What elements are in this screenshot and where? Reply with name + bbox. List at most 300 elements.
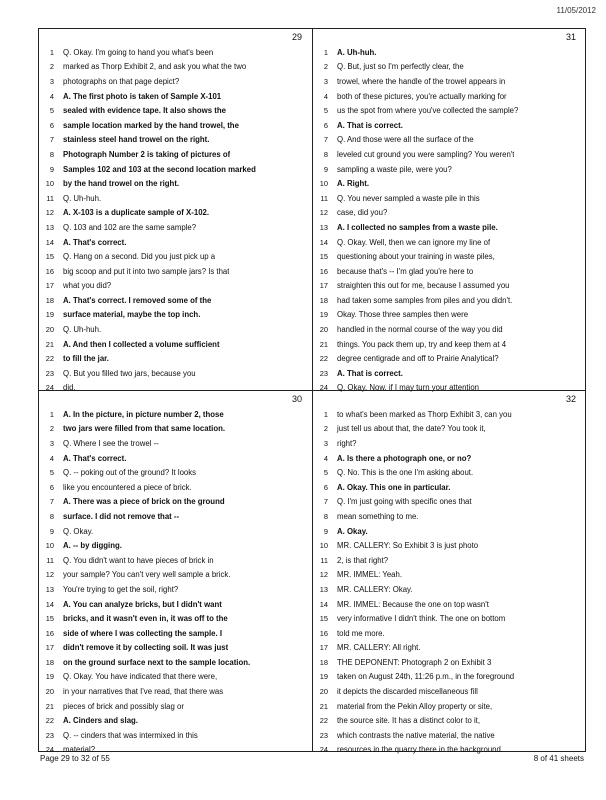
line-text: Q. Okay. I'm going to hand you what's been [63,47,214,57]
line-number: 17 [45,281,54,291]
line-text: A. And then I collected a volume sufficient [63,339,220,349]
page-lines [313,45,582,395]
line-text: had taken some samples from piles and you didn't. [337,295,513,305]
transcript-page-br [313,391,586,755]
line-text: A. You can analyze bricks, but I didn't want [63,599,222,609]
line-number: 2 [323,62,328,72]
line-text: to what's been marked as Thorp Exhibit 3, can you [337,409,512,419]
transcript-line [39,655,308,670]
transcript-line [313,524,582,539]
line-text: Q. But, just so I'm perfectly clear, the [337,62,464,72]
line-number: 12 [45,208,54,218]
transcript-line [313,713,582,728]
line-number: 13 [319,584,328,594]
transcript-line [313,451,582,466]
line-number: 20 [319,325,328,335]
line-text: A. Uh-huh. [337,47,377,57]
line-text: resources in the quarry there in the background. [337,745,503,755]
line-text: Q. Okay. Now, if I may turn your attention [337,383,479,393]
line-number: 4 [49,453,54,463]
line-text: did. [63,383,76,393]
transcript-line [313,611,582,626]
line-text: Q. I'm just going with specific ones that [337,497,472,507]
line-number: 13 [319,222,328,232]
line-number: 9 [49,164,54,174]
page-lines [39,45,308,395]
line-number: 18 [45,657,54,667]
transcript-line [313,191,582,206]
line-text: A. That's correct. I removed some of the [63,295,212,305]
line-number: 24 [45,745,54,755]
transcript-line [313,249,582,264]
line-text: Q. Uh-huh. [63,193,102,203]
line-number: 11 [320,555,328,565]
transcript-line [39,293,308,308]
line-number: 5 [49,106,54,116]
transcript-line [39,509,308,524]
line-text: Q. -- cinders that was intermixed in this [63,730,198,740]
transcript-line [313,407,582,422]
transcript-line [39,422,308,437]
line-number: 16 [45,628,54,638]
transcript-line [39,684,308,699]
transcript-line [313,509,582,524]
transcript-line [39,728,308,743]
line-text: A. X-103 is a duplicate sample of X-102. [63,208,210,218]
transcript-line [313,699,582,714]
line-number: 9 [323,164,328,174]
line-number: 14 [319,599,328,609]
transcript-line [313,495,582,510]
line-text: on the ground surface next to the sample location. [63,657,251,667]
line-text: very informative I didn't think. The one on bottom [337,614,506,624]
transcript-line [313,465,582,480]
line-text: just tell us about that, the date? You took it, [337,424,486,434]
transcript-line [313,206,582,221]
transcript-line [313,118,582,133]
transcript-line [39,451,308,466]
transcript-line [313,147,582,162]
transcript-line [313,436,582,451]
line-number: 23 [45,368,54,378]
transcript-line [313,337,582,352]
line-text: You're trying to get the soil, right? [63,584,179,594]
line-number: 18 [319,295,328,305]
line-text: A. I collected no samples from a waste pile. [337,222,498,232]
line-text: trowel, where the handle of the trowel appears in [337,76,506,86]
transcript-line [39,176,308,191]
line-text: Q. You never sampled a waste pile in this [337,193,480,203]
line-number: 11 [320,193,328,203]
transcript-line [39,45,308,60]
line-number: 17 [319,281,328,291]
line-text: material? [63,745,96,755]
page-number: 31 [565,32,576,42]
transcript-line [39,641,308,656]
transcript-line [39,524,308,539]
transcript-line [313,626,582,641]
line-number: 8 [323,149,328,159]
line-text: right? [337,438,357,448]
line-text: straighten this out for me, because I assumed you [337,281,510,291]
line-text: Q. Okay. You have indicated that there were, [63,672,218,682]
line-text: 2, is that right? [337,555,389,565]
line-text: marked as Thorp Exhibit 2, and ask you what the two [63,62,247,72]
line-number: 15 [319,614,328,624]
line-text: A. Right. [337,179,370,189]
line-number: 6 [323,482,328,492]
line-number: 19 [45,310,54,320]
line-text: photographs on that page depict? [63,76,180,86]
page-number: 30 [291,394,302,404]
line-text: A. Okay. [337,526,368,536]
transcript-line [313,89,582,104]
line-number: 10 [319,541,328,551]
line-text: Q. 103 and 102 are the same sample? [63,222,197,232]
transcript-line [39,713,308,728]
line-number: 2 [323,424,328,434]
line-number: 21 [319,701,328,711]
transcript-line [39,538,308,553]
transcript-frame [38,28,586,755]
transcript-line [39,670,308,685]
transcript-line [313,351,582,366]
line-number: 5 [323,468,328,478]
transcript-line [313,220,582,235]
transcript-line [313,264,582,279]
line-text: things. You pack them up, try and keep them at 4 [337,339,507,349]
line-number: 19 [319,310,328,320]
line-text: A. There was a piece of brick on the ground [63,497,225,507]
line-text: MR. CALLERY: So Exhibit 3 is just photo [337,541,479,551]
page-lines [39,407,308,757]
transcript-line [313,553,582,568]
line-number: 21 [319,339,328,349]
line-text: the source site. It has a distinct color to it, [337,716,481,726]
line-number: 9 [323,526,328,536]
line-text: case, did you? [337,208,388,218]
line-number: 24 [319,745,328,755]
line-text: like you encountered a piece of brick. [63,482,192,492]
line-number: 5 [49,468,54,478]
line-text: THE DEPONENT: Photograph 2 on Exhibit 3 [337,657,492,667]
line-text: leveled cut ground you were sampling? You weren't [337,149,515,159]
transcript-line [313,684,582,699]
line-text: A. In the picture, in picture number 2, those [63,409,224,419]
line-text: what you did? [63,281,112,291]
transcript-line [313,322,582,337]
line-text: Q. Uh-huh. [63,325,102,335]
line-number: 7 [49,135,54,145]
line-number: 2 [49,62,54,72]
line-number: 15 [319,252,328,262]
line-text: A. That is correct. [337,368,403,378]
line-text: A. The first photo is taken of Sample X-101 [63,91,222,101]
line-text: stainless steel hand trowel on the right. [63,135,210,145]
line-text: because that's -- I'm glad you're here to [337,266,474,276]
transcript-line [39,89,308,104]
transcript-line [39,611,308,626]
line-number: 8 [49,149,54,159]
line-text: bricks, and it wasn't even in, it was off to the [63,614,228,624]
transcript-line [39,118,308,133]
line-number: 24 [319,383,328,393]
line-text: Q. Hang on a second. Did you just pick up a [63,252,216,262]
transcript-line [39,103,308,118]
transcript-line [313,235,582,250]
transcript-line [313,728,582,743]
line-number: 15 [45,252,54,262]
footer-sheet-count: 8 of 41 sheets [533,754,584,763]
line-text: Samples 102 and 103 at the second location marked [63,164,256,174]
line-text: A. Cinders and slag. [63,716,138,726]
line-number: 4 [49,91,54,101]
header-date: 11/05/2012 [556,6,596,15]
line-number: 6 [49,482,54,492]
page-number: 32 [565,394,576,404]
line-text: A. Is there a photograph one, or no? [337,453,472,463]
transcript-line [39,480,308,495]
line-number: 19 [45,672,54,682]
transcript-line [39,465,308,480]
line-number: 8 [323,511,328,521]
line-number: 2 [49,424,54,434]
line-number: 7 [323,497,328,507]
transcript-line [39,308,308,323]
line-text: Q. Okay. [63,526,94,536]
transcript-line [313,641,582,656]
line-text: Q. But you filled two jars, because you [63,368,196,378]
line-number: 17 [319,643,328,653]
transcript-line [313,176,582,191]
line-number: 8 [49,511,54,521]
line-text: two jars were filled from that same location. [63,424,226,434]
transcript-line [39,133,308,148]
line-number: 12 [45,570,54,580]
transcript-line [313,480,582,495]
line-number: 10 [45,179,54,189]
line-text: sample location marked by the hand trowel, the [63,120,239,130]
transcript-line [313,293,582,308]
line-number: 13 [45,222,54,232]
line-text: Okay. Those three samples then were [337,310,469,320]
transcript-line [39,322,308,337]
transcript-line [39,495,308,510]
page-number: 29 [291,32,302,42]
line-number: 4 [323,453,328,463]
transcript-line [313,655,582,670]
line-number: 22 [319,354,328,364]
line-number: 22 [319,716,328,726]
line-text: didn't remove it by collecting soil. It was just [63,643,229,653]
line-number: 10 [45,541,54,551]
line-text: Q. You didn't want to have pieces of brick in [63,555,214,565]
transcript-line [313,74,582,89]
line-number: 1 [323,47,328,57]
line-text: handled in the normal course of the way you did [337,325,503,335]
line-text: taken on August 24th, 11:26 p.m., in the foreground [337,672,515,682]
transcript-line [39,407,308,422]
line-text: sealed with evidence tape. It also shows the [63,106,226,116]
line-text: surface. I did not remove that -- [63,511,180,521]
transcript-line [39,264,308,279]
line-text: A. -- by digging. [63,541,122,551]
transcript-line [313,103,582,118]
line-number: 3 [323,438,328,448]
transcript-line [313,568,582,583]
line-text: by the hand trowel on the right. [63,179,180,189]
transcript-page-tr [313,29,586,393]
line-number: 9 [49,526,54,536]
page-lines [313,407,582,757]
line-number: 11 [46,193,54,203]
line-text: your sample? You can't very well sample a brick. [63,570,231,580]
transcript-line [313,422,582,437]
transcript-line [39,568,308,583]
transcript-line [313,538,582,553]
line-number: 1 [49,47,54,57]
transcript-line [313,45,582,60]
line-text: Q. Okay. Well, then we can ignore my line of [337,237,491,247]
transcript-line [313,582,582,597]
line-text: in your narratives that I've read, that there was [63,687,224,697]
line-number: 20 [45,325,54,335]
transcript-line [39,220,308,235]
line-number: 6 [49,120,54,130]
transcript-line [39,206,308,221]
transcript-line [313,308,582,323]
transcript-line [39,191,308,206]
footer-page-range: Page 29 to 32 of 55 [40,754,110,763]
line-number: 16 [45,266,54,276]
line-number: 24 [45,383,54,393]
line-text: questioning about your training in waste piles, [337,252,495,262]
line-number: 21 [45,701,54,711]
line-text: A. That's correct. [63,237,127,247]
transcript-line [39,553,308,568]
line-text: Q. -- poking out of the ground? It looks [63,468,197,478]
line-number: 6 [323,120,328,130]
line-number: 20 [45,687,54,697]
line-number: 16 [319,266,328,276]
line-number: 7 [323,135,328,145]
transcript-line [39,351,308,366]
line-text: MR. CALLERY: All right. [337,643,421,653]
line-text: A. That is correct. [337,120,403,130]
transcript-line [39,582,308,597]
line-number: 12 [319,208,328,218]
line-number: 5 [323,106,328,116]
line-text: Q. Where I see the trowel -- [63,438,159,448]
line-text: pieces of brick and possibly slag or [63,701,184,711]
transcript-line [39,436,308,451]
line-number: 15 [45,614,54,624]
line-text: Photograph Number 2 is taking of pictures of [63,149,231,159]
transcript-page-bl [39,391,312,755]
transcript-line [39,74,308,89]
transcript-line [313,366,582,381]
line-text: Q. And those were all the surface of the [337,135,474,145]
line-number: 3 [49,76,54,86]
line-number: 1 [49,409,54,419]
transcript-line [313,162,582,177]
transcript-line [39,366,308,381]
line-text: big scoop and put it into two sample jars? Is that [63,266,230,276]
transcript-line [39,597,308,612]
line-number: 18 [45,295,54,305]
line-text: mean something to me. [337,511,419,521]
line-number: 23 [319,730,328,740]
line-text: to fill the jar. [63,354,109,364]
line-text: A. Okay. This one in particular. [337,482,451,492]
line-number: 3 [323,76,328,86]
line-number: 3 [49,438,54,448]
line-text: degree centigrade and off to Prairie Analytical? [337,354,499,364]
line-number: 14 [45,599,54,609]
line-number: 22 [45,716,54,726]
transcript-line [39,60,308,75]
transcript-line [39,249,308,264]
line-text: it depicts the discarded miscellaneous fill [337,687,478,697]
line-number: 4 [323,91,328,101]
line-number: 23 [319,368,328,378]
line-text: which contrasts the native material, the native [337,730,495,740]
transcript-line [39,699,308,714]
line-number: 7 [49,497,54,507]
transcript-line [39,337,308,352]
transcript-line [39,279,308,294]
line-number: 12 [319,570,328,580]
line-text: side of where I was collecting the sample. I [63,628,223,638]
line-text: Q. No. This is the one I'm asking about. [337,468,474,478]
transcript-line [39,162,308,177]
line-text: MR. CALLERY: Okay. [337,584,413,594]
line-number: 19 [319,672,328,682]
line-text: MR. IMMEL: Yeah. [337,570,403,580]
transcript-line [39,147,308,162]
line-text: MR. IMMEL: Because the one on top wasn't [337,599,489,609]
transcript-line [313,133,582,148]
transcript-line [313,670,582,685]
transcript-line [313,279,582,294]
transcript-line [313,60,582,75]
transcript-line [313,597,582,612]
line-number: 23 [45,730,54,740]
line-number: 13 [45,584,54,594]
line-text: A. That's correct. [63,453,127,463]
transcript-line [39,235,308,250]
line-number: 1 [323,409,328,419]
line-number: 17 [45,643,54,653]
line-text: surface material, maybe the top inch. [63,310,201,320]
line-text: sampling a waste pile, were you? [337,164,452,174]
line-number: 22 [45,354,54,364]
line-text: told me more. [337,628,385,638]
line-text: us the spot from where you've collected the sample? [337,106,519,116]
line-number: 14 [319,237,328,247]
line-number: 20 [319,687,328,697]
line-text: both of these pictures, you're actually marking for [337,91,507,101]
line-number: 10 [319,179,328,189]
line-number: 21 [45,339,54,349]
line-text: material from the Pekin Alloy property or site, [337,701,493,711]
line-number: 11 [46,555,54,565]
line-number: 14 [45,237,54,247]
transcript-page-tl [39,29,312,393]
transcript-line [39,626,308,641]
line-number: 18 [319,657,328,667]
line-number: 16 [319,628,328,638]
